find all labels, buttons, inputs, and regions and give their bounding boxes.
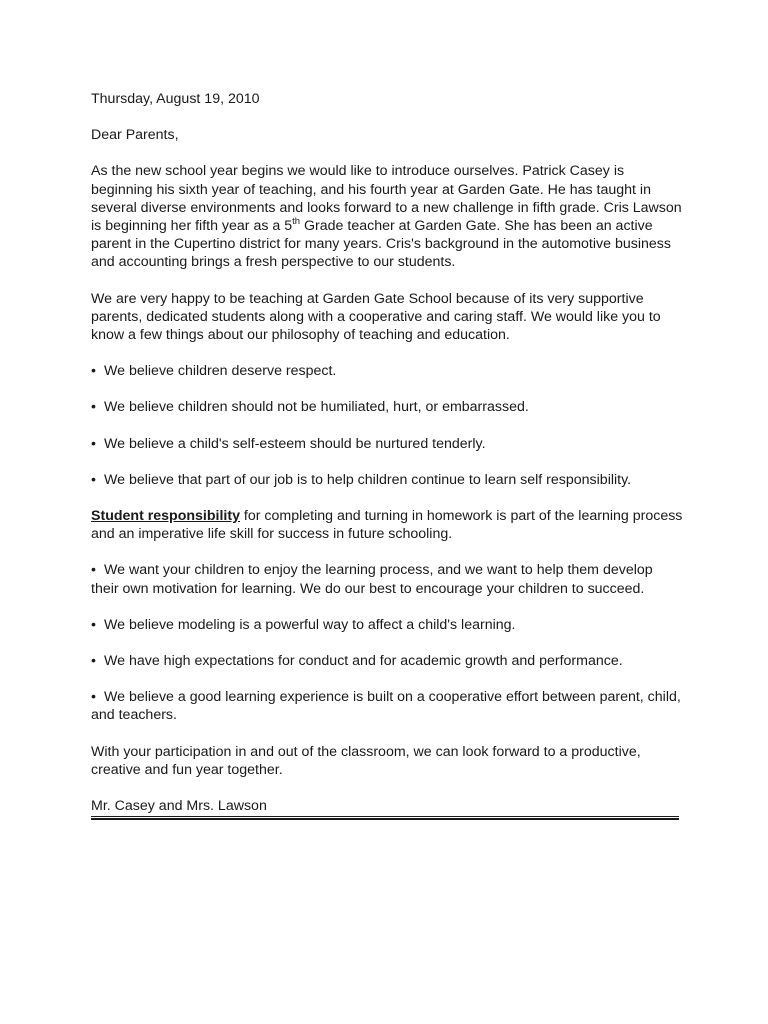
belief-item: [91, 362, 683, 380]
belief-item: [91, 398, 683, 416]
intro-paragraph: [91, 162, 683, 271]
goal-text: We want your children to enjoy the learning process, and we want to help them develop their own motivation for learning. We do our best to encourage your children to succeed.: [91, 562, 653, 597]
goal-text: We believe a good learning experience is built on a cooperative effort between parent, child, and teachers.: [91, 689, 681, 724]
ordinal-superscript: th: [292, 216, 301, 228]
responsibility-paragraph: [91, 507, 683, 543]
intro-text-part1: As the new school year begins we would like to introduce ourselves. Patrick Casey is beginning his sixth year of teaching, and his fourth year at Garden Gate. He has taught in several diverse environments and looks forward to a new challenge in fifth grade. Cris Lawson is beginning her fifth year as a 5: [91, 163, 682, 235]
bullet-icon: •: [91, 653, 96, 670]
belief-text: We believe that part of our job is to help children continue to learn self responsibility.: [104, 471, 632, 488]
bullet-icon: •: [91, 435, 96, 452]
letter-date: Thursday, August 19, 2010: [91, 91, 260, 107]
philosophy-intro-paragraph: We are very happy to be teaching at Garden Gate School because of its very supportive parents, dedicated students along with a cooperative and caring staff. We would like you to know a few things about our philosophy of teaching and education.: [91, 290, 661, 344]
bullet-icon: •: [91, 689, 96, 706]
letter: [91, 90, 683, 820]
goal-item: [91, 652, 683, 670]
bullet-icon: •: [91, 562, 96, 579]
belief-text: We believe children deserve respect.: [104, 363, 337, 380]
signature-rule: [91, 816, 679, 820]
goal-item: [91, 616, 683, 634]
salutation: Dear Parents,: [91, 127, 179, 144]
goal-item: [91, 561, 683, 597]
bullet-icon: •: [91, 399, 96, 416]
belief-item: [91, 435, 683, 453]
intro-text-part2: Grade teacher at Garden Gate. She has been an active parent in the Cupertino district for many years. Cris's background in the automotive business and accounting brings a fresh perspective to our students.: [91, 218, 671, 271]
goal-item: [91, 688, 683, 724]
goal-text: We believe modeling is a powerful way to affect a child's learning.: [104, 616, 516, 633]
belief-item: [91, 471, 683, 489]
bullet-icon: •: [91, 471, 96, 488]
closing-paragraph: With your participation in and out of the classroom, we can look forward to a productive, creative and fun year together.: [91, 743, 641, 778]
responsibility-heading: Student responsibility: [91, 508, 240, 525]
belief-text: We believe a child's self-esteem should be nurtured tenderly.: [104, 435, 486, 452]
bullet-icon: •: [91, 616, 96, 633]
signature: Mr. Casey and Mrs. Lawson: [91, 798, 267, 815]
goal-text: We have high expectations for conduct and for academic growth and performance.: [104, 653, 623, 670]
belief-text: We believe children should not be humiliated, hurt, or embarrassed.: [104, 399, 529, 416]
bullet-icon: •: [91, 363, 96, 380]
responsibility-text: for completing and turning in homework is part of the learning process and an imperative life skill for success in future schooling.: [91, 508, 683, 543]
